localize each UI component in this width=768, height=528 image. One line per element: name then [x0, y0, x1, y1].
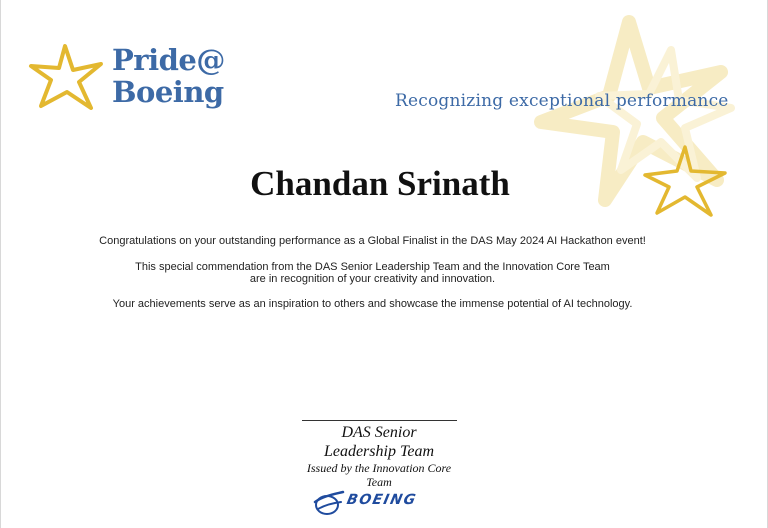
signature-line-1: DAS Senior — [341, 424, 417, 441]
commendation-line-1: This special commendation from the DAS Senior Leadership Team and the Innovation Core Team — [135, 261, 610, 273]
issued-by-line-2: Team — [366, 475, 392, 489]
issued-by-line-1: Issued by the Innovation Core — [306, 461, 452, 475]
congratulations-text: Congratulations on your outstanding performance as a Global Finalist in the DAS May 2024 AI Hackathon event! — [99, 235, 646, 247]
logo-line-1: Pride@ — [112, 43, 225, 77]
boeing-wordmark: BOEING — [345, 492, 419, 508]
tagline: Recognizing exceptional performance — [395, 91, 729, 111]
pride-boeing-logo — [112, 44, 225, 108]
commendation-line-2: are in recognition of your creativity and innovation. — [249, 273, 496, 285]
logo-star-icon — [27, 40, 105, 114]
achievements-text: Your achievements serve as an inspiration to others and showcase the immense potential of AI technology. — [112, 298, 633, 310]
boeing-logo — [313, 488, 447, 518]
signature-line-2: Leadership Team — [323, 443, 435, 460]
signature-line — [302, 420, 457, 421]
boeing-globe-icon — [313, 488, 345, 518]
logo-line-2: Boeing — [112, 75, 224, 109]
recipient-name: Chandan Srinath — [250, 164, 510, 203]
